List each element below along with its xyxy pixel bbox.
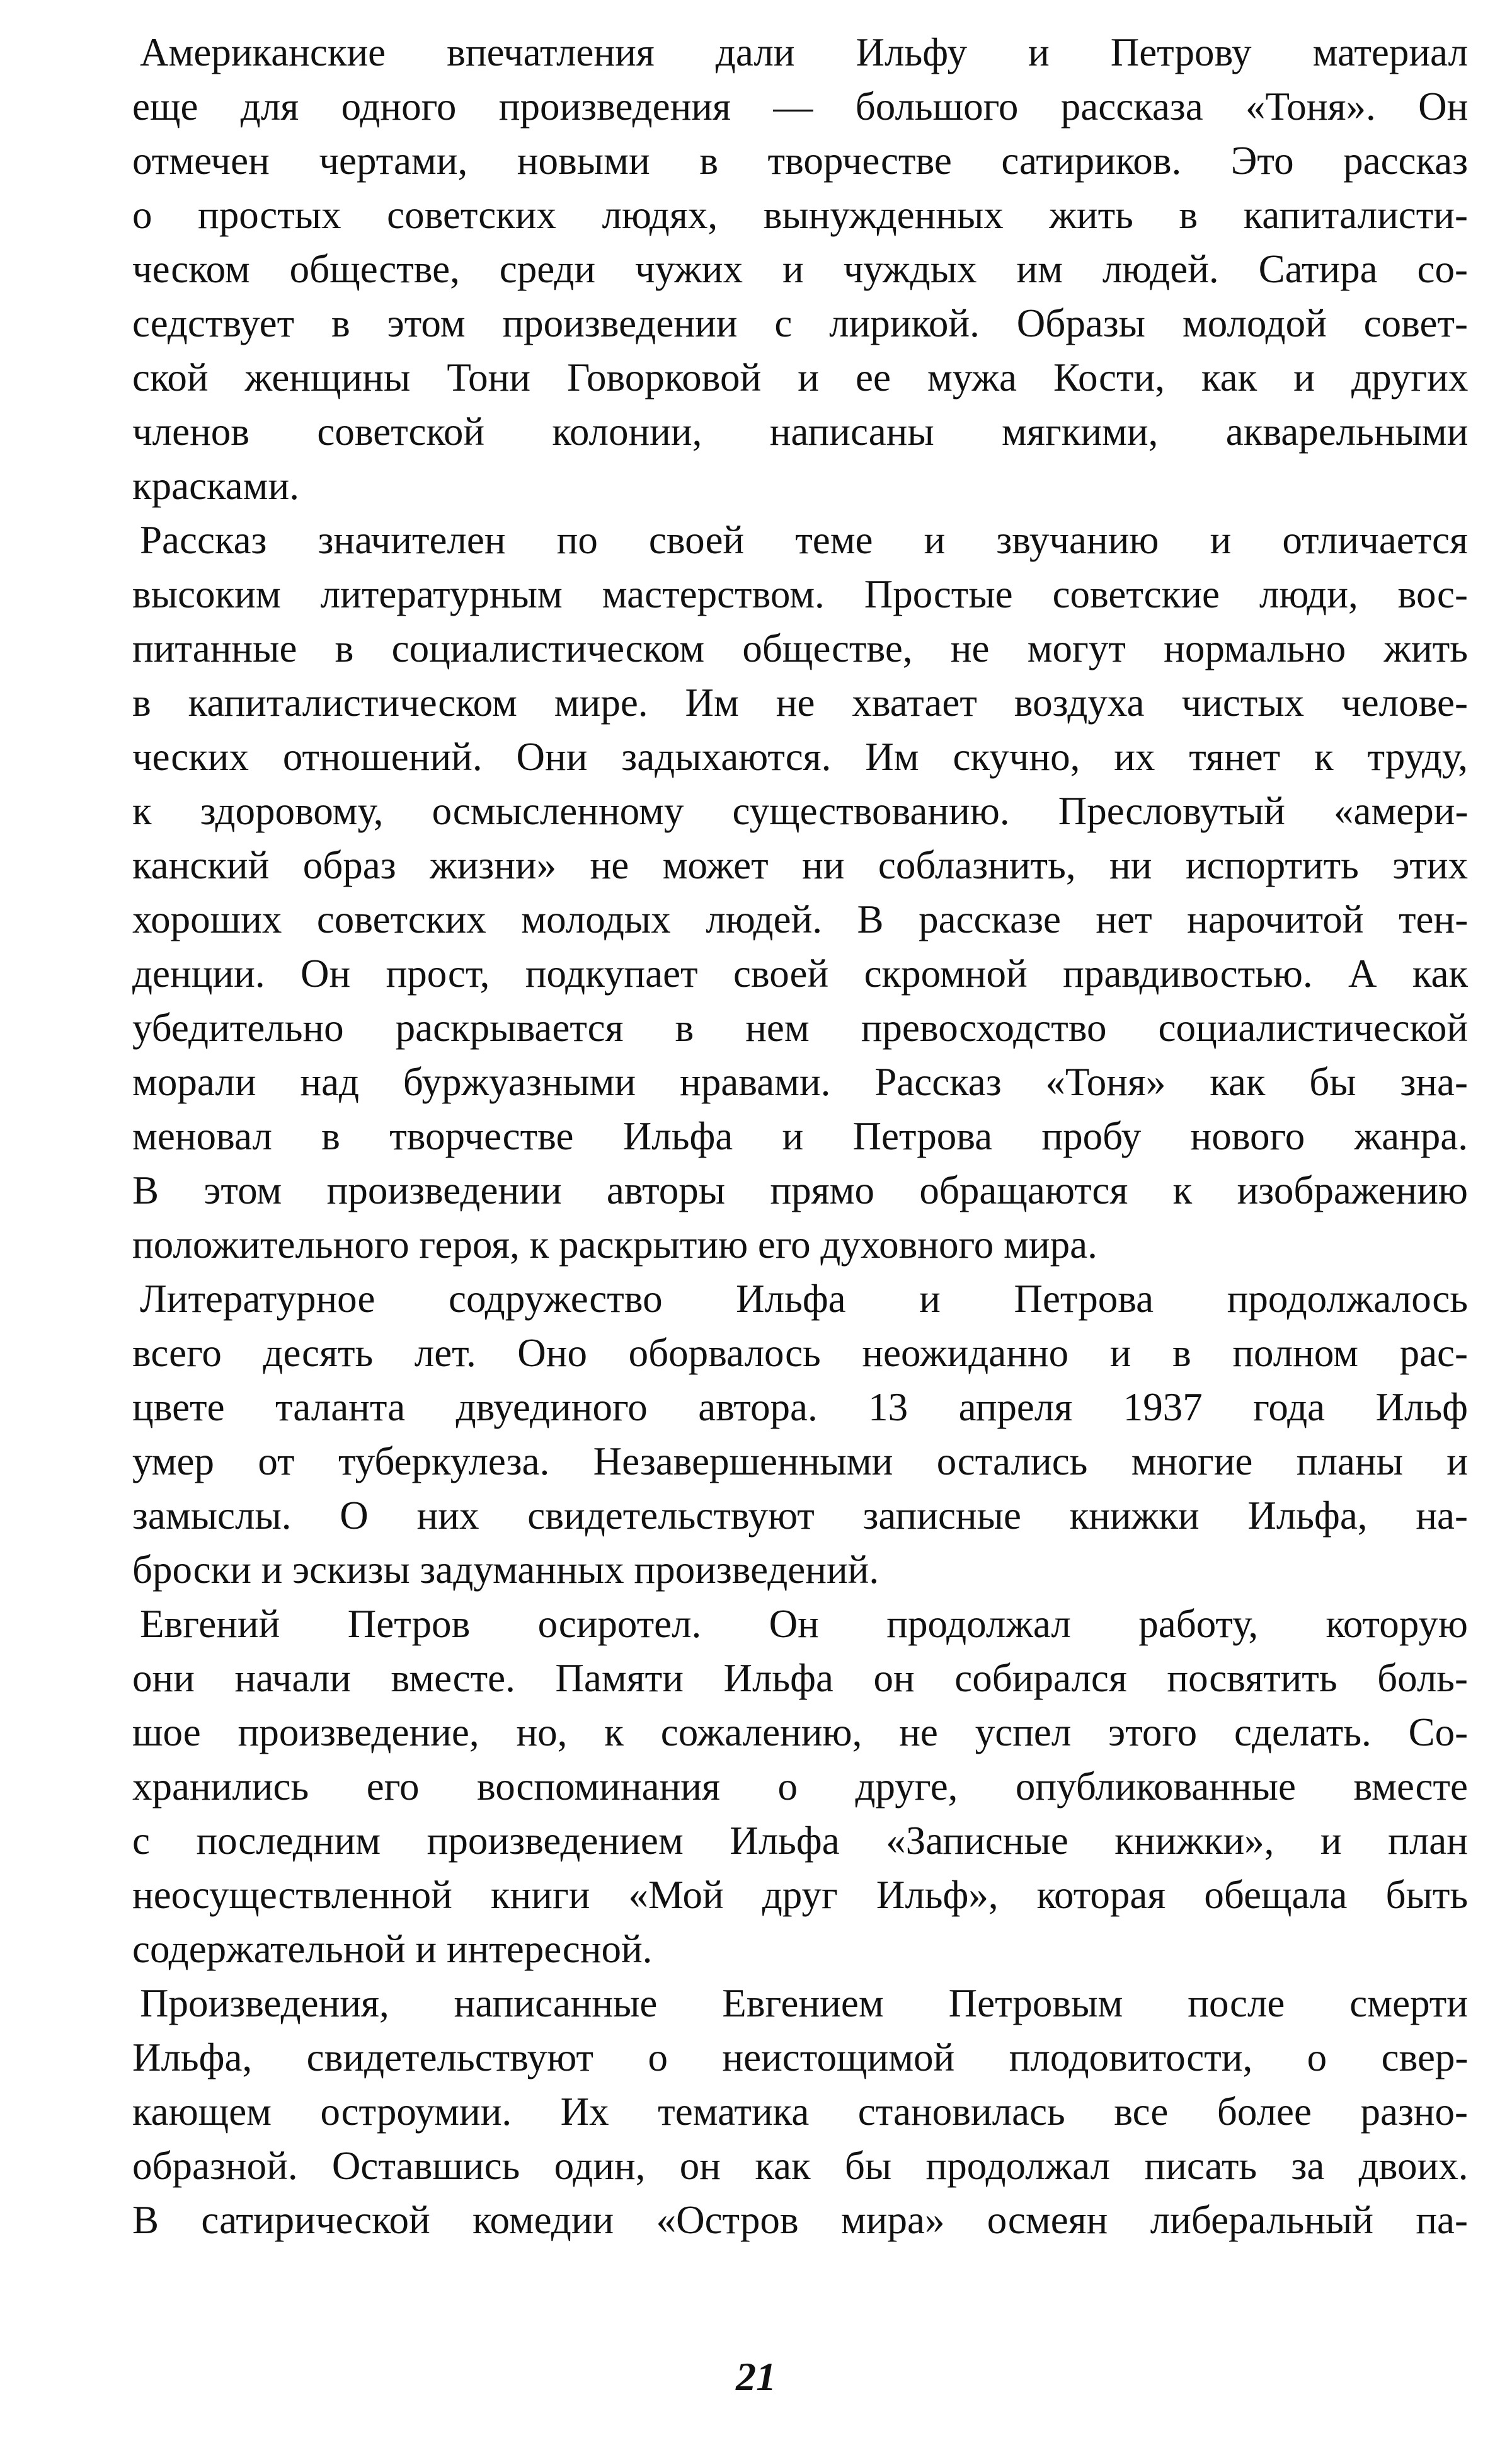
text-line: всего десять лет. Оно оборвалось неожиданно и в полном рас- — [132, 1331, 1468, 1375]
text-line: хранились его воспоминания о друге, опубликованные вместе — [132, 1764, 1468, 1809]
text-line: Ильфа, свидетельствуют о неистощимой плодовитости, о свер- — [132, 2035, 1469, 2079]
text-line: неосуществленной книги «Мой друг Ильф», которая обещала быть — [132, 1873, 1469, 1917]
page-number: 21 — [736, 2354, 776, 2399]
text-line: с последним произведением Ильфа «Записные книжки», и план — [132, 1819, 1468, 1863]
paragraph-5 — [132, 1976, 1468, 2247]
paragraph-4 — [132, 1597, 1468, 1976]
text-line: морали над буржуазными нравами. Рассказ «Тоня» как бы зна- — [132, 1060, 1468, 1104]
text-line: они начали вместе. Памяти Ильфа он собирался посвятить боль- — [132, 1656, 1468, 1700]
text-line: В сатирической комедии «Остров мира» осмеян либеральный па- — [132, 2198, 1468, 2242]
text-line: о простых советских людях, вынужденных жить в капиталисти- — [132, 193, 1468, 237]
paragraph-3 — [132, 1272, 1468, 1597]
text-line: шое произведение, но, к сожалению, не успел этого сделать. Со- — [132, 1710, 1469, 1754]
paragraph-1 — [132, 25, 1468, 513]
text-line: Американские впечатления дали Ильфу и Петрову материал — [140, 30, 1468, 74]
text-line: Произведения, написанные Евгением Петровым после смерти — [140, 1981, 1468, 2025]
text-line: цвете таланта двуединого автора. 13 апреля 1937 года Ильф — [132, 1385, 1468, 1429]
text-line: образной. Оставшись один, он как бы продолжал писать за двоих. — [132, 2144, 1469, 2188]
text-line: В этом произведении авторы прямо обращаются к изображению — [132, 1168, 1468, 1212]
text-line: к здоровому, осмысленному существованию. Пресловутый «амери- — [132, 789, 1469, 833]
text-line: членов советской колонии, написаны мягкими, акварельными — [132, 410, 1469, 454]
text-line: ской женщины Тони Говорковой и ее мужа Кости, как и других — [132, 355, 1469, 400]
paragraph-2 — [132, 513, 1468, 1272]
text-line: замыслы. О них свидетельствуют записные книжки Ильфа, на- — [132, 1493, 1468, 1538]
text-line: Рассказ значителен по своей теме и звучанию и отличается — [140, 518, 1468, 562]
text-line: отмечен чертами, новыми в творчестве сатириков. Это рассказ — [132, 139, 1468, 183]
page-body — [132, 25, 1468, 2247]
text-line: седствует в этом произведении с лирикой. Образы молодой совет- — [132, 301, 1468, 345]
text-line: ческих отношений. Они задыхаются. Им скучно, их тянет к труду, — [132, 735, 1468, 779]
text-line: питанные в социалистическом обществе, не могут нормально жить — [132, 626, 1468, 670]
text-line: еще для одного произведения — большого рассказа «Тоня». Он — [132, 84, 1469, 129]
text-line: красками. — [132, 464, 299, 508]
text-line: в капиталистическом мире. Им не хватает воздуха чистых челове- — [132, 681, 1468, 725]
text-line: Евгений Петров осиротел. Он продолжал работу, которую — [140, 1602, 1468, 1646]
text-line: умер от туберкулеза. Незавершенными остались многие планы и — [132, 1439, 1468, 1483]
text-line: ческом обществе, среди чужих и чуждых им людей. Сатира со- — [132, 247, 1468, 291]
text-line: хороших советских молодых людей. В рассказе нет нарочитой тен- — [132, 897, 1469, 941]
text-line: убедительно раскрывается в нем превосходство социалистической — [132, 1006, 1469, 1050]
text-line: Литературное содружество Ильфа и Петрова продолжалось — [140, 1277, 1468, 1321]
text-line: положительного героя, к раскрытию его духовного мира. — [132, 1222, 1097, 1267]
text-line: денции. Он прост, подкупает своей скромной правдивостью. А как — [132, 952, 1469, 996]
text-line: кающем остроумии. Их тематика становилась все более разно- — [132, 2090, 1468, 2134]
text-line: содержательной и интересной. — [132, 1927, 653, 1971]
text-line: канский образ жизни» не может ни соблазнить, ни испортить этих — [132, 843, 1469, 887]
text-line: меновал в творчестве Ильфа и Петрова пробу нового жанра. — [132, 1114, 1468, 1158]
text-line: броски и эскизы задуманных произведений. — [132, 1548, 879, 1592]
text-line: высоким литературным мастерством. Простые советские люди, вос- — [132, 572, 1468, 616]
